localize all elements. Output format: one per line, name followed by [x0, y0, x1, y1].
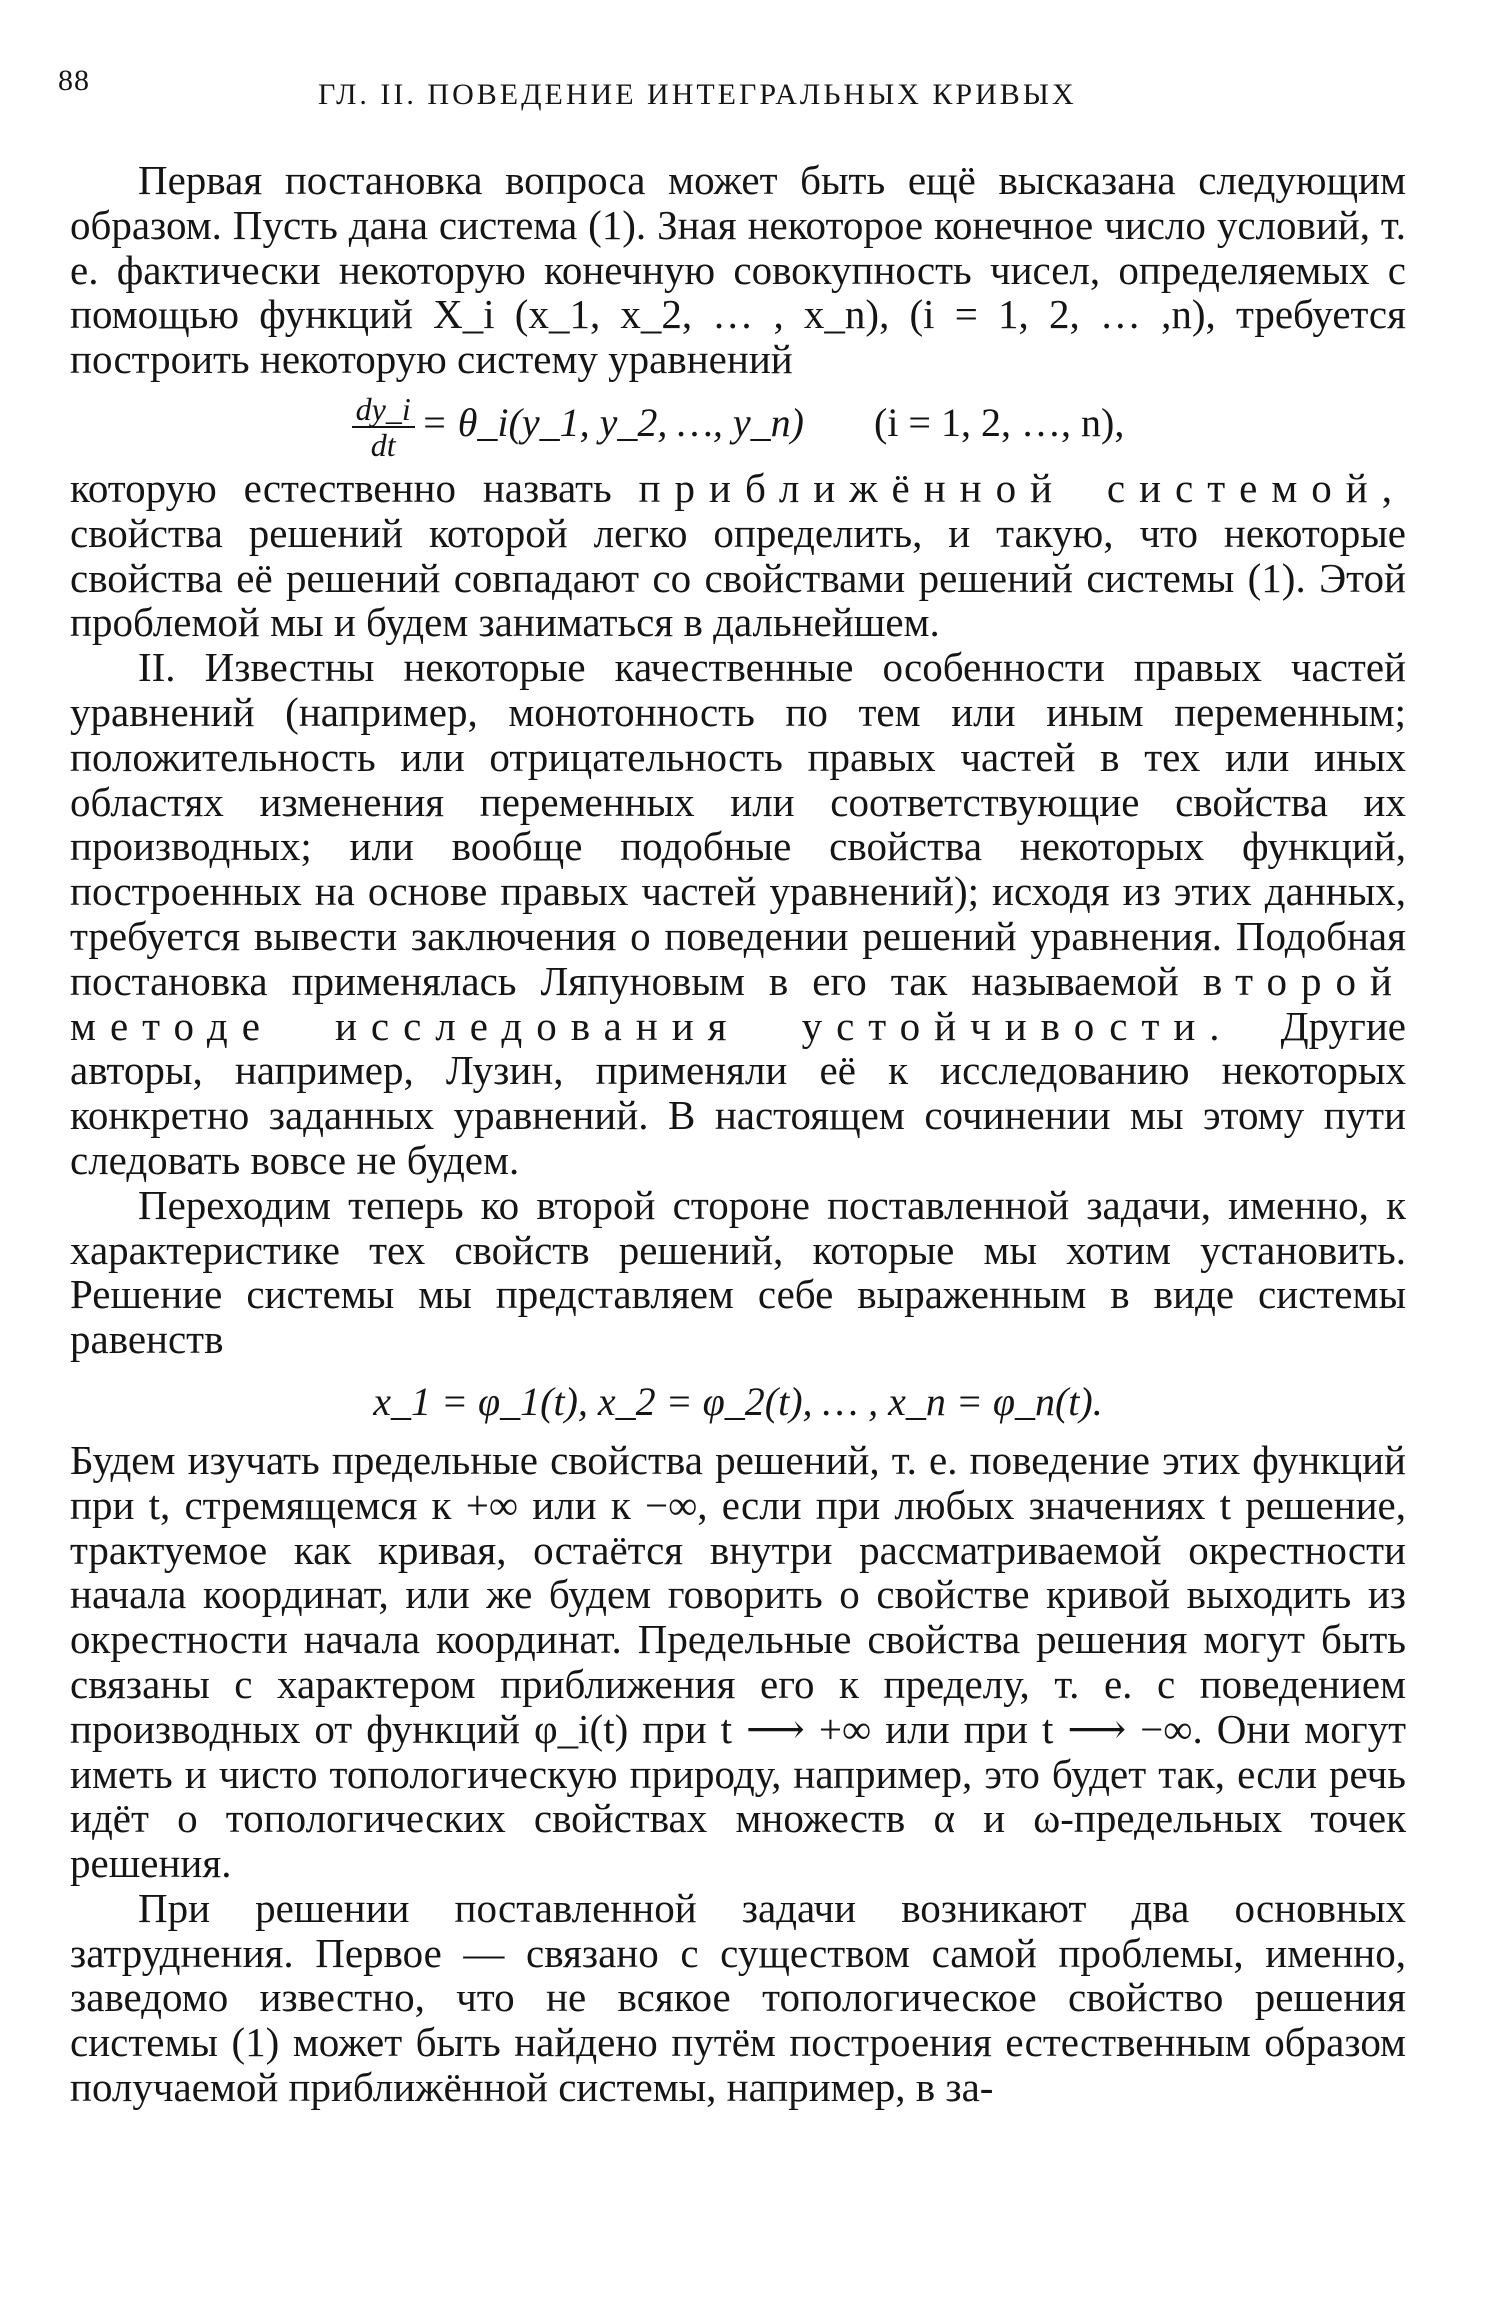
formula-approximate-system	[70, 392, 1406, 462]
paragraph-3-start: II. Известны некоторые качественные особенности правых частей уравнений (например, монотонность по тем или иным переменным; положительность или отрицательность правых частей в тех или иных областях изменения переменных или соответствующие свойства их производных; или вообще подобные свойства некоторых функций, построенных на основе правых частей уравнений); исходя из этих данных, требуется вывести заключения о поведении решений уравнения. Подобная постановка применялась Ляпуновым в его так называемой	[70, 644, 1406, 1004]
derivative-fraction	[352, 392, 415, 462]
paragraph-2	[70, 466, 1406, 645]
paragraph-6: При решении поставленной задачи возникают два основных затруднения. Первое — связано с существом самой проблемы, именно, заведомо известно, что не всякое топологическое свойство решения системы (1) может быть найдено путём построения естественным образом получаемой приближённой системы, например, в за-	[70, 1884, 1406, 2111]
formula-index-range: (i = 1, 2, …, n),	[874, 400, 1125, 446]
paragraph-1: Первая постановка вопроса может быть ещё высказана следующим образом. Пусть дана система (1). Зная некоторое конечное число условий, т. е. фактически некоторую конечную совокупность чисел, определяемых с помощью функций X_i (x_1, x_2, … , x_n), (i = 1, 2, … ,n), требуется построить некоторую систему уравнений	[70, 157, 1406, 383]
page-number: 88	[58, 64, 90, 97]
emphasis-approximate-system: приближённой системой,	[638, 464, 1407, 511]
paragraph-2-end: свойства решений которой легко определить, и такую, что некоторые свойства её решений совпадают со свойствами решений системы (1). Этой проблемой мы и будем заниматься в дальнейшем.	[70, 509, 1406, 646]
body-text	[70, 158, 1406, 2110]
fraction-numerator: dy_i	[352, 392, 415, 428]
paragraph-4: Переходим теперь ко второй стороне поставленной задачи, именно, к характеристике тех свойств решений, которые мы хотим установить. Решение системы мы представляем себе выраженным в виде системы равенств	[70, 1181, 1406, 1363]
formula-solution-system: x_1 = φ_1(t), x_2 = φ_2(t), … , x_n = φ_n(t).	[373, 1378, 1103, 1424]
formula-right-side: = θ_i(y_1, y_2, …, y_n)	[420, 400, 804, 446]
running-head: ГЛ. II. ПОВЕДЕНИЕ ИНТЕГРАЛЬНЫХ КРИВЫХ	[318, 78, 1077, 111]
paragraph-3	[70, 645, 1406, 1183]
fraction-denominator: dt	[370, 426, 396, 463]
paragraph-5: Будем изучать предельные свойства решений, т. е. поведение этих функций при t, стремящемся к +∞ или к −∞, если при любых значениях t решение, трактуемое как кривая, остаётся внутри рассматриваемой окрестности начала координат, или же будем говорить о свойстве кривой выходить из окрестности начала координат. Предельные свойства решения могут быть связаны с характером приближения его к пределу, т. е. с поведением производных от функций φ_i(t) при t ⟶ +∞ или при t ⟶ −∞. Они могут иметь и чисто топологическую природу, например, это будет так, если речь идёт о топологических свойствах множеств α и ω-предельных точек решения.	[70, 1436, 1406, 1887]
emphasis-second-method: второй методе исследования устойчивости.	[70, 957, 1406, 1049]
paragraph-2-start: которую естественно назвать	[70, 464, 612, 511]
paragraph-3-end: Другие авторы, например, Лузин, применяли её к исследованию некоторых конкретно заданных уравнений. В настоящем сочинении мы этому пути следовать вовсе не будем.	[70, 1002, 1407, 1183]
